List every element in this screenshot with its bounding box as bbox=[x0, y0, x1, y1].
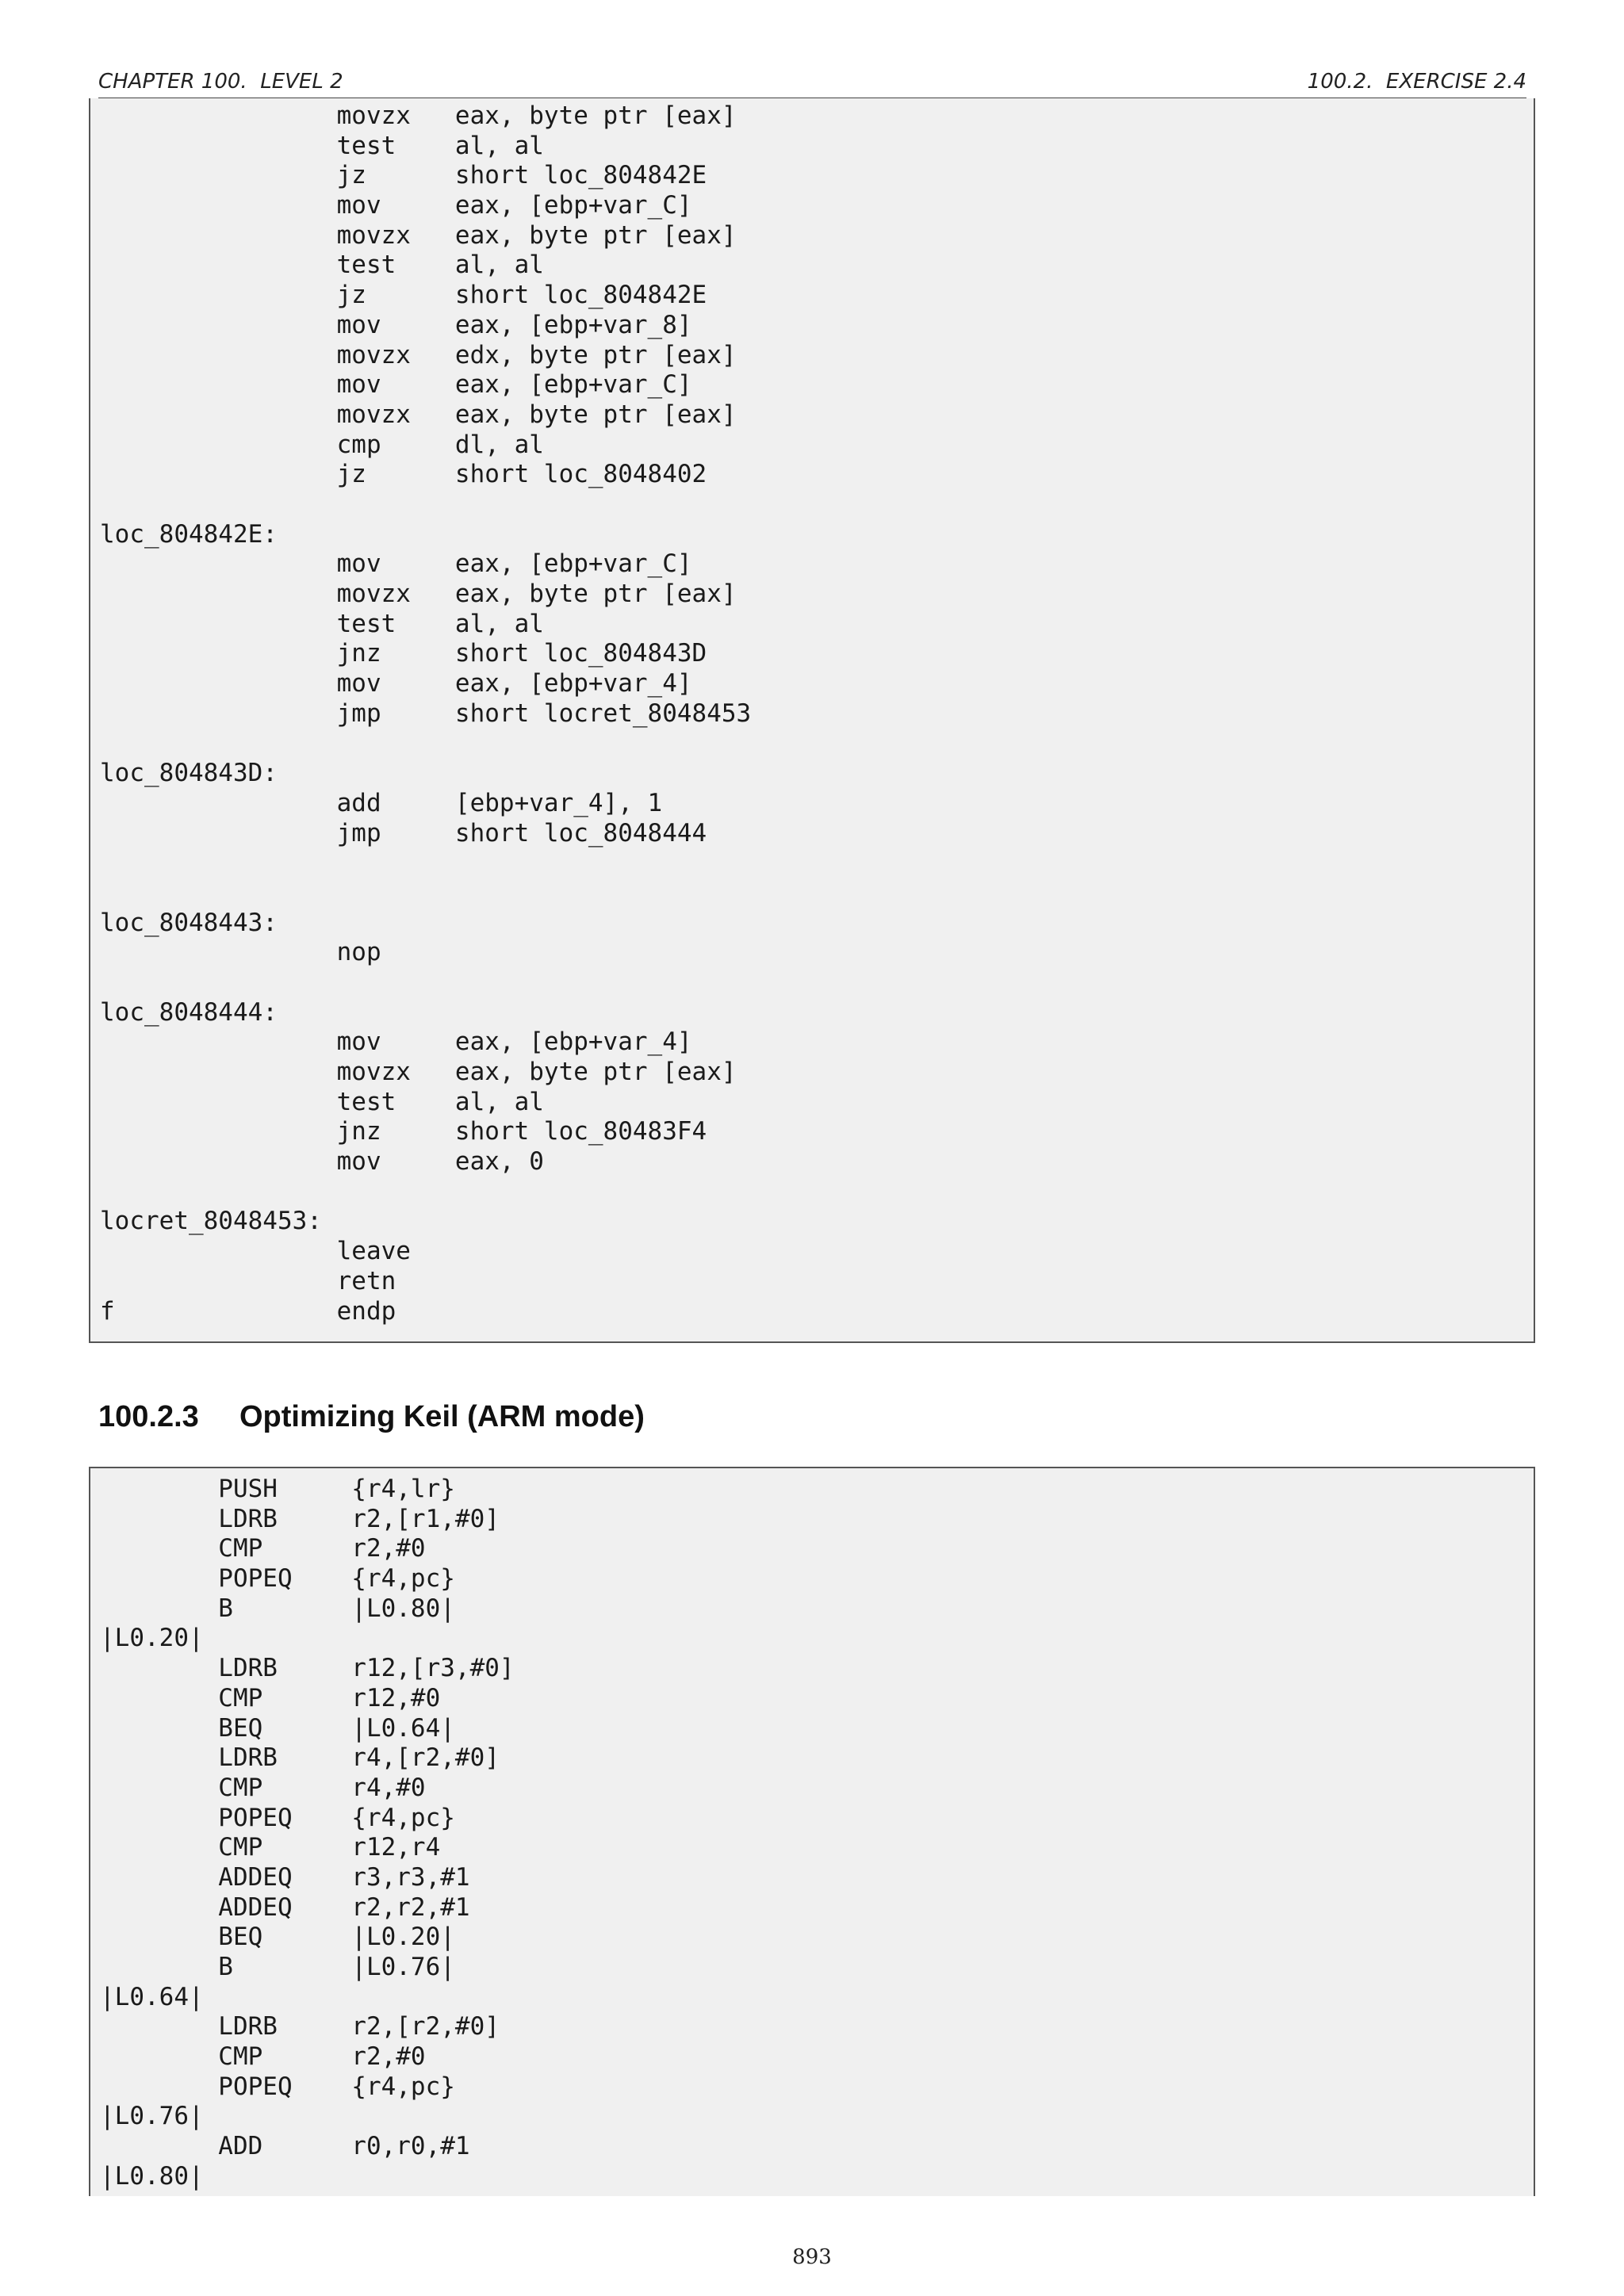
code-line: retn bbox=[100, 1266, 396, 1295]
code-line: |L0.76| bbox=[100, 2102, 204, 2131]
code-line: loc_8048443: bbox=[100, 908, 278, 937]
page-number: 893 bbox=[792, 2245, 832, 2269]
code-line: movzx eax, byte ptr [eax] bbox=[100, 400, 737, 429]
running-header-chapter: CHAPTER 100. LEVEL 2 bbox=[98, 70, 343, 94]
code-line: CMP r4,#0 bbox=[100, 1773, 426, 1802]
code-line: jmp short locret_8048453 bbox=[100, 698, 752, 728]
code-line: |L0.64| bbox=[100, 1982, 204, 2011]
code-line: LDRB r12,[r3,#0] bbox=[100, 1654, 515, 1683]
code-line: jnz short loc_80483F4 bbox=[100, 1117, 707, 1146]
code-line: CMP r2,#0 bbox=[100, 2042, 426, 2072]
code-line: CMP r12,#0 bbox=[100, 1683, 441, 1712]
code-line: |L0.20| bbox=[100, 1624, 204, 1653]
code-line: cmp dl, al bbox=[100, 430, 544, 459]
code-line: B |L0.76| bbox=[100, 1953, 455, 1981]
running-header-section: 100.2. EXERCISE 2.4 bbox=[1307, 70, 1526, 94]
code-line: LDRB r2,[r1,#0] bbox=[100, 1504, 500, 1533]
code-line: mov eax, [ebp+var_4] bbox=[100, 669, 692, 698]
code-line: mov eax, [ebp+var_C] bbox=[100, 549, 692, 579]
code-line: loc_804842E: bbox=[100, 519, 278, 549]
code-line: ADD r0,r0,#1 bbox=[100, 2132, 470, 2161]
code-line bbox=[100, 848, 1534, 878]
code-line: add [ebp+var_4], 1 bbox=[100, 788, 663, 817]
code-line: test al, al bbox=[100, 131, 544, 160]
code-line: POPEQ {r4,pc} bbox=[100, 1564, 455, 1594]
code-line: movzx eax, byte ptr [eax] bbox=[100, 220, 737, 250]
code-line: mov eax, [ebp+var_4] bbox=[100, 1027, 692, 1057]
code-line: movzx eax, byte ptr [eax] bbox=[100, 580, 737, 608]
code-line: jz short loc_804842E bbox=[100, 161, 707, 190]
code-listing-x86-text bbox=[90, 98, 1534, 1326]
code-line: movzx eax, byte ptr [eax] bbox=[100, 1058, 737, 1086]
code-line: test al, al bbox=[100, 609, 544, 638]
code-line bbox=[100, 729, 1534, 759]
code-line: locret_8048453: bbox=[100, 1207, 322, 1236]
code-line: jmp short loc_8048444 bbox=[100, 818, 707, 848]
code-line bbox=[100, 878, 1534, 909]
code-line: test al, al bbox=[100, 251, 544, 280]
code-line bbox=[100, 490, 1534, 520]
code-line: mov eax, 0 bbox=[100, 1147, 544, 1177]
code-listing-x86 bbox=[89, 98, 1535, 1343]
code-line: jnz short loc_804843D bbox=[100, 639, 707, 668]
code-line: movzx edx, byte ptr [eax] bbox=[100, 340, 737, 369]
code-line: LDRB r2,[r2,#0] bbox=[100, 2012, 500, 2042]
code-line: loc_804843D: bbox=[100, 759, 278, 788]
section-number: 100.2.3 bbox=[98, 1400, 199, 1433]
code-line: leave bbox=[100, 1237, 411, 1266]
code-line bbox=[100, 968, 1534, 998]
code-line: test al, al bbox=[100, 1087, 544, 1116]
code-line: mov eax, [ebp+var_C] bbox=[100, 191, 692, 220]
code-line: LDRB r4,[r2,#0] bbox=[100, 1743, 500, 1773]
code-line: movzx eax, byte ptr [eax] bbox=[100, 101, 737, 130]
code-line: BEQ |L0.64| bbox=[100, 1713, 455, 1743]
code-line: CMP r2,#0 bbox=[100, 1534, 426, 1563]
code-line: ADDEQ r2,r2,#1 bbox=[100, 1892, 470, 1922]
code-line: mov eax, [ebp+var_C] bbox=[100, 370, 692, 400]
code-line: POPEQ {r4,pc} bbox=[100, 1803, 455, 1832]
section-title: Optimizing Keil (ARM mode) bbox=[239, 1400, 645, 1433]
code-line: f endp bbox=[100, 1296, 396, 1326]
code-line: ADDEQ r3,r3,#1 bbox=[100, 1862, 470, 1892]
code-line: |L0.80| bbox=[100, 2161, 204, 2191]
code-line: POPEQ {r4,pc} bbox=[100, 2072, 455, 2101]
code-line bbox=[100, 1177, 1534, 1207]
code-listing-arm bbox=[89, 1467, 1535, 2196]
code-line: jz short loc_8048402 bbox=[100, 460, 707, 489]
code-listing-arm-text bbox=[90, 1468, 1534, 2192]
code-line: jz short loc_804842E bbox=[100, 281, 707, 310]
code-line: nop bbox=[100, 938, 381, 967]
section-heading bbox=[98, 1397, 645, 1437]
code-line: loc_8048444: bbox=[100, 997, 278, 1027]
code-line: BEQ |L0.20| bbox=[100, 1923, 455, 1952]
code-line: PUSH {r4,lr} bbox=[100, 1475, 455, 1503]
code-line: B |L0.80| bbox=[100, 1594, 455, 1623]
code-line: mov eax, [ebp+var_8] bbox=[100, 310, 692, 339]
code-line: CMP r12,r4 bbox=[100, 1833, 441, 1862]
